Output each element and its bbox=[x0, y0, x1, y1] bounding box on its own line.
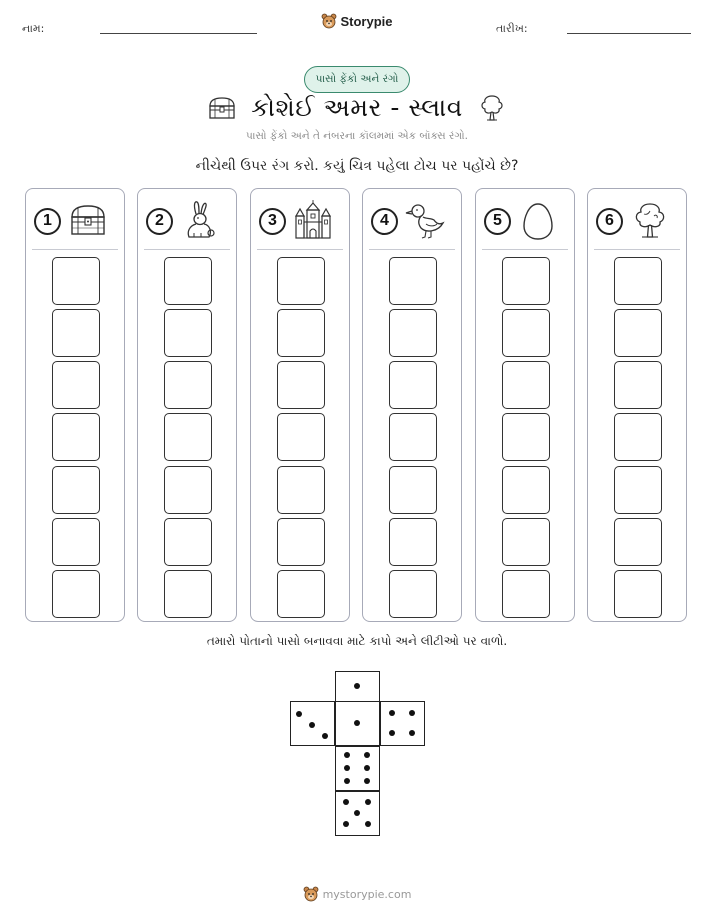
footer bbox=[0, 886, 714, 902]
color-box[interactable] bbox=[52, 466, 100, 514]
color-box[interactable] bbox=[164, 570, 212, 618]
column-divider bbox=[482, 249, 568, 250]
column-header bbox=[484, 199, 566, 243]
die-pip bbox=[344, 778, 350, 784]
column-header bbox=[146, 199, 228, 243]
name-label: નામ: bbox=[22, 22, 45, 35]
color-box[interactable] bbox=[614, 257, 662, 305]
column-number: 6 bbox=[596, 208, 623, 235]
instruction: નીચેથી ઉપર રંગ કરો. કયું ચિત્ર પહેલા ટોચ પર પહોંચે છે? bbox=[195, 158, 519, 174]
color-box[interactable] bbox=[614, 413, 662, 461]
treasure-chest-icon bbox=[67, 200, 109, 242]
die-face-5 bbox=[335, 791, 380, 836]
column-number: 4 bbox=[371, 208, 398, 235]
color-box[interactable] bbox=[277, 257, 325, 305]
die-face-3 bbox=[290, 701, 335, 746]
color-box[interactable] bbox=[389, 413, 437, 461]
die-face-1 bbox=[335, 671, 380, 702]
tree-icon bbox=[477, 93, 507, 123]
die-pip bbox=[322, 733, 328, 739]
column-header bbox=[596, 199, 678, 243]
die-pip bbox=[344, 752, 350, 758]
column-divider bbox=[257, 249, 343, 250]
color-box[interactable] bbox=[614, 309, 662, 357]
column-divider bbox=[369, 249, 455, 250]
column-2 bbox=[137, 188, 237, 622]
die-face-4 bbox=[380, 701, 425, 746]
color-box[interactable] bbox=[614, 570, 662, 618]
die-pip bbox=[354, 810, 360, 816]
color-box[interactable] bbox=[502, 309, 550, 357]
color-box[interactable] bbox=[389, 257, 437, 305]
activity-badge: પાસો ફેંકો અને રંગો bbox=[304, 66, 410, 93]
subtitle: પાસો ફેંકો અને તે નંબરના કૉલમમાં એક બૉક્સ રંગો. bbox=[246, 130, 468, 142]
die-pip bbox=[389, 710, 395, 716]
color-box[interactable] bbox=[52, 257, 100, 305]
color-box[interactable] bbox=[502, 518, 550, 566]
die-pip bbox=[364, 752, 370, 758]
die-pip bbox=[354, 720, 360, 726]
column-3 bbox=[250, 188, 350, 622]
color-box[interactable] bbox=[277, 518, 325, 566]
title-row bbox=[0, 92, 714, 124]
color-box[interactable] bbox=[614, 361, 662, 409]
die-pip bbox=[296, 711, 302, 717]
column-header bbox=[34, 199, 116, 243]
color-box[interactable] bbox=[52, 361, 100, 409]
column-5 bbox=[475, 188, 575, 622]
treasure-chest-icon bbox=[207, 95, 237, 121]
color-box[interactable] bbox=[277, 570, 325, 618]
color-box[interactable] bbox=[502, 361, 550, 409]
die-pip bbox=[364, 765, 370, 771]
color-box[interactable] bbox=[502, 570, 550, 618]
brand-logo bbox=[0, 13, 714, 29]
color-box[interactable] bbox=[502, 257, 550, 305]
color-box[interactable] bbox=[52, 413, 100, 461]
die-pip bbox=[365, 821, 371, 827]
egg-icon bbox=[517, 200, 559, 242]
column-1 bbox=[25, 188, 125, 622]
column-header bbox=[259, 199, 341, 243]
color-box[interactable] bbox=[389, 309, 437, 357]
column-divider bbox=[32, 249, 118, 250]
die-pip bbox=[389, 730, 395, 736]
color-box[interactable] bbox=[164, 413, 212, 461]
color-box[interactable] bbox=[389, 361, 437, 409]
color-box[interactable] bbox=[389, 518, 437, 566]
die-pip bbox=[343, 821, 349, 827]
page-title: કોશેઈ અમર - સ્લાવ bbox=[251, 93, 463, 122]
column-number: 5 bbox=[484, 208, 511, 235]
column-6 bbox=[587, 188, 687, 622]
column-number: 3 bbox=[259, 208, 286, 235]
die-face-6 bbox=[335, 746, 380, 791]
die-pip bbox=[364, 778, 370, 784]
date-label: તારીખ: bbox=[496, 22, 528, 35]
color-box[interactable] bbox=[164, 309, 212, 357]
column-number: 1 bbox=[34, 208, 61, 235]
color-box[interactable] bbox=[614, 518, 662, 566]
color-box[interactable] bbox=[52, 570, 100, 618]
color-box[interactable] bbox=[277, 413, 325, 461]
column-header bbox=[371, 199, 453, 243]
footer-url: mystorypie.com bbox=[322, 887, 412, 901]
color-box[interactable] bbox=[389, 570, 437, 618]
die-face-1 bbox=[335, 701, 380, 746]
color-box[interactable] bbox=[52, 518, 100, 566]
bear-logo-icon bbox=[303, 886, 319, 902]
color-box[interactable] bbox=[52, 309, 100, 357]
date-line[interactable] bbox=[567, 33, 691, 34]
castle-icon bbox=[292, 200, 334, 242]
die-pip bbox=[344, 765, 350, 771]
color-box[interactable] bbox=[164, 466, 212, 514]
column-divider bbox=[594, 249, 680, 250]
cut-instruction: તમારો પોતાનો પાસો બનાવવા માટે કાપો અને લીટીઓ પર વાળો. bbox=[206, 634, 508, 648]
color-box[interactable] bbox=[614, 466, 662, 514]
color-box[interactable] bbox=[277, 361, 325, 409]
die-pip bbox=[354, 683, 360, 689]
die-pip bbox=[365, 799, 371, 805]
tree-icon bbox=[629, 200, 671, 242]
die-pip bbox=[409, 730, 415, 736]
color-box[interactable] bbox=[277, 309, 325, 357]
color-box[interactable] bbox=[502, 413, 550, 461]
die-pip bbox=[309, 722, 315, 728]
column-divider bbox=[144, 249, 230, 250]
name-line[interactable] bbox=[100, 33, 257, 34]
column-number: 2 bbox=[146, 208, 173, 235]
color-box[interactable] bbox=[164, 257, 212, 305]
color-box[interactable] bbox=[502, 466, 550, 514]
column-4 bbox=[362, 188, 462, 622]
color-box[interactable] bbox=[389, 466, 437, 514]
color-box[interactable] bbox=[164, 518, 212, 566]
die-pip bbox=[343, 799, 349, 805]
duck-icon bbox=[404, 200, 446, 242]
color-box[interactable] bbox=[277, 466, 325, 514]
color-box[interactable] bbox=[164, 361, 212, 409]
bear-logo-icon bbox=[321, 13, 337, 29]
die-pip bbox=[409, 710, 415, 716]
rabbit-icon bbox=[179, 200, 221, 242]
brand-name: Storypie bbox=[340, 13, 393, 29]
